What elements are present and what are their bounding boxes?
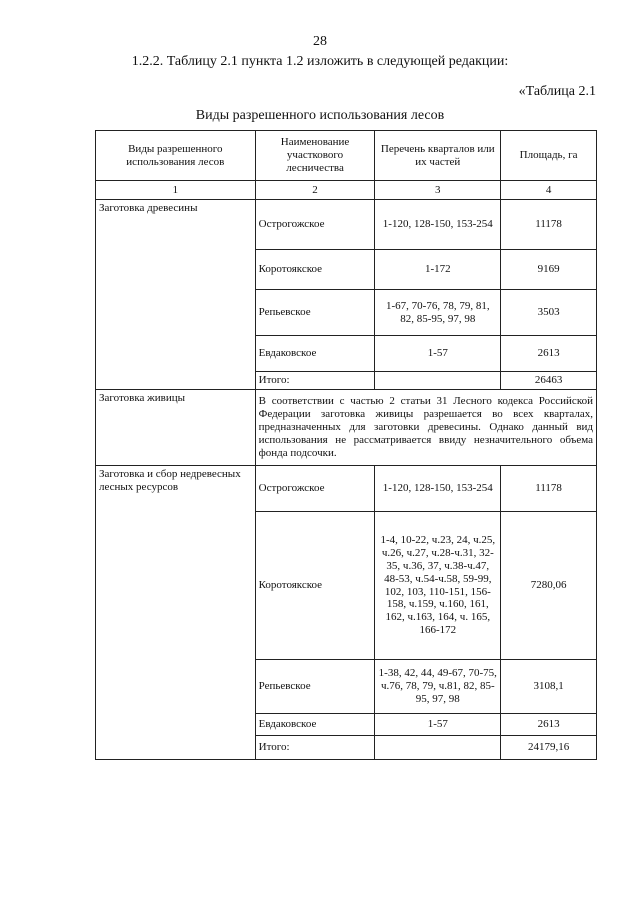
- total-value: 26463: [501, 372, 597, 390]
- table-title: Виды разрешенного использования лесов: [195, 108, 445, 123]
- total-label: Итого:: [255, 372, 375, 390]
- area-cell: 2613: [501, 336, 597, 372]
- area-cell: 3503: [501, 290, 597, 336]
- header-area: Площадь, га: [501, 131, 597, 181]
- table-row: [96, 390, 597, 466]
- table-header-row: [96, 131, 597, 181]
- forestry-cell: Евдаковское: [255, 714, 375, 736]
- forestry-cell: Репьевское: [255, 290, 375, 336]
- page-number: 28: [313, 34, 327, 49]
- table-row: [96, 200, 597, 250]
- quarters-cell: 1-57: [375, 714, 501, 736]
- area-cell: 11178: [501, 466, 597, 512]
- area-cell: 11178: [501, 200, 597, 250]
- header-quarters: Перечень кварталов или их частей: [375, 131, 501, 181]
- quarters-cell: 1-67, 70-76, 78, 79, 81, 82, 85-95, 97, 98: [375, 290, 501, 336]
- quarters-cell: 1-4, 10-22, ч.23, 24, ч.25, ч.26, ч.27, ч.28-ч.31, 32-35, ч.36, 37, ч.38-ч.47, 48-53, ч.54-ч.58, 59-99, 102, 103, 110-151, 156-158, ч.159, ч.160, 161, 162, ч.163, 164, ч. 165, 166-172: [375, 512, 501, 660]
- quarters-cell: 1-172: [375, 250, 501, 290]
- column-number: 4: [501, 181, 597, 200]
- use-type-cell: Заготовка живицы: [96, 390, 256, 466]
- empty-cell: [375, 736, 501, 760]
- quarters-cell: 1-120, 128-150, 153-254: [375, 200, 501, 250]
- quarters-cell: 1-38, 42, 44, 49-67, 70-75, ч.76, 78, 79, ч.81, 82, 85-95, 97, 98: [375, 660, 501, 714]
- empty-cell: [375, 372, 501, 390]
- column-number-row: [96, 181, 597, 200]
- quarters-cell: 1-120, 128-150, 153-254: [375, 466, 501, 512]
- total-value: 24179,16: [501, 736, 597, 760]
- table-row: [96, 466, 597, 512]
- forest-use-table: [95, 130, 597, 760]
- area-cell: 9169: [501, 250, 597, 290]
- use-type-cell: Заготовка и сбор недревесных лесных ресурсов: [96, 466, 256, 760]
- column-number: 3: [375, 181, 501, 200]
- table-reference: «Таблица 2.1: [518, 84, 596, 99]
- area-cell: 7280,06: [501, 512, 597, 660]
- forestry-cell: Евдаковское: [255, 336, 375, 372]
- total-label: Итого:: [255, 736, 375, 760]
- area-cell: 2613: [501, 714, 597, 736]
- column-number: 1: [96, 181, 256, 200]
- quarters-cell: 1-57: [375, 336, 501, 372]
- column-number: 2: [255, 181, 375, 200]
- use-type-cell: Заготовка древесины: [96, 200, 256, 390]
- intro-text: 1.2.2. Таблицу 2.1 пункта 1.2 изложить в следующей редакции:: [131, 54, 509, 69]
- forestry-cell: Репьевское: [255, 660, 375, 714]
- note-cell: В соответствии с частью 2 статьи 31 Лесного кодекса Российской Федерации заготовка живицы разрешается во всех кварталах, предназначенных для заготовки древесины. Однако данный вид использования не рассматривается ввиду незначительного объема фонда подсочки.: [255, 390, 596, 466]
- forestry-cell: Коротоякское: [255, 512, 375, 660]
- forestry-cell: Коротоякское: [255, 250, 375, 290]
- area-cell: 3108,1: [501, 660, 597, 714]
- forestry-cell: Острогожское: [255, 466, 375, 512]
- header-use-type: Виды разрешенного использования лесов: [96, 131, 256, 181]
- forestry-cell: Острогожское: [255, 200, 375, 250]
- header-forestry: Наименование участкового лесничества: [255, 131, 375, 181]
